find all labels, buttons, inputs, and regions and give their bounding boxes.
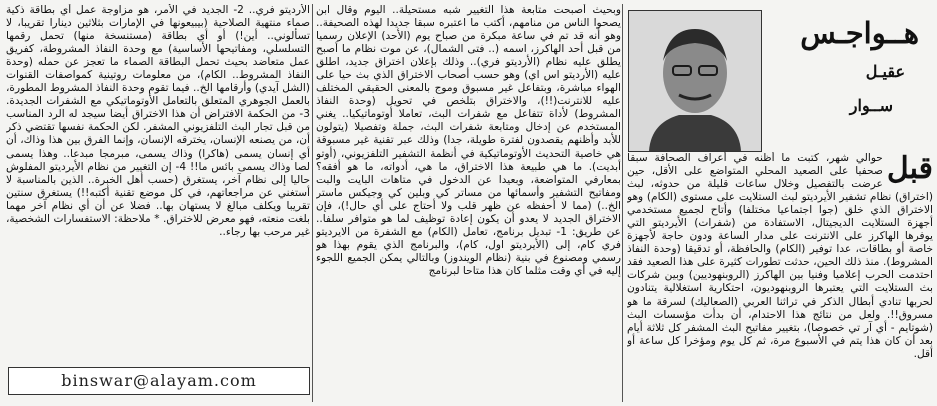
lead-word: قبل [886,152,933,186]
author-portrait-icon [629,11,761,151]
article-column-middle [316,4,621,402]
column-divider [312,4,313,402]
author-first-name: عقيـل [865,62,905,81]
author-last-name: ســوار [849,96,893,115]
left-column-text: الأرديتو فري.. 2- الجديد في الأمر، هو مزاوجة عمل أي بطاقة ذكية صماء منتهية الصلاحية (بيبيعونها في الإمارات بثلاثين دينارا تقريبا، لا تسألوني.. أين!) أو أي بطاقة (مستنسخة منها) تحمل رقمها التسلسلي، ومفاتيحها الأساسية) مع وحدة النفاذ المشروطة، كفريق عمل متعاضد بحيث تحمل البطاقة الصماء ما تعجز عن حمله (وحدة النفاذ المشروط.. الكام)، من معلومات روتينية كمواصفات القنوات (الشل آيدي) وأرقامها الخ.. فيما تقوم وحدة النفاذ المشروط المطورة، بالعمل الجوهري المتعلق بالتعامل الأوتوماتيكي مع الشفرات الجديدة. 3- من الحكمة الافتراض أن هذا الاختراق أيضا سيجد له الرد المناسب من قبل تجار البث التلفزيوني المشفر. لكن الحكمة نفسها تقتضي ذكر أن، من يصنعه الإنسان، يخترقه الإنسان، وإنما الفرق بين هذا وذاك، أن أي إنسان يسمى (هاكرا) وذاك يسمى، مبرمجا مبدعا.. وهذا يسمى لصا وذاك يسمى بائس ما!! 4- إن التغيير من نظام الأيرديتو المفلوش حاليا إلى نظام آخر، يستغرق (حسب أهل الخبرة.. الذين بالمناسبة لا أستغني عن مراجعاتهم، في كل موضع تقنية أكتبه!!) يستغرق سنتين تقريبا ويكلف مبالغ لا يستهان بها.. فضلا عن أن أي نظام آخر مهما بلغت منعته، فهو معرض للاختراق. * ملاحظة: الاستفسارات الشخصية، غير مرحب بها رجاء.. [6,4,310,238]
article-column-left [6,4,310,356]
author-email: binswar@alayam.com [8,367,310,395]
column-divider [622,4,623,402]
column-title: هــواجـس [800,16,919,50]
column-header [627,4,933,150]
middle-column-text: وبحيث أصبحت متابعة هذا التغيير شبه مستحيلة.. اليوم وقال ابن يصحوا الناس من منامهم، أكتب ما اعتبره سبقا جديدا لهذه الصحيفة.. وهو أنه قد تم في ساعة مبكرة من صباح يوم (الأحد) الإعلان رسميا من قبل أحد الهاكرز، اسمه (.. فتى الشمال)، عن موت نظام ما أصبح يطلق عليه نظام (الأرديتو فري).. وذلك بإعلان اختراق جديد، اطلق عليه (الأرديتو اس اي) وهو حسب أصحاب الاختراق الذي بث حيا على الهواء مباشرة، وبتفاعل غير مسبوق وموج بالمعنى الحقيقي المختلف عليه للانترنت(!!)، والاختراق بتلخص في تحويل (وحدة النفاذ المشروط) لأداة تتفاعل مع شفرات البث، تعاملا أوتوماتيكيا.. يغني المستخدم عن إدخال ومتابعة شفرات البث، جملة وتفصيلا (يتولون للأبد وأظنهم يقصدون لفترة طويلة، جدا) وذلك عبر تقنية غير مسبوقة هي خاصية التحديث الأوتوماتيكية في أنظمة التشفير التلفزيوني، (أوتو أبديت). ما هي طبيعة هذا الاختراق، ما هي، أدواته، ما هو أفقه؟ بمعارفي المتواضعة، وبعيدا عن الدخول في متاهات البايت والبت ومفاتيح التشفير وأسمائها من مساتر كي وبلين كي وجيكس ماستر الخ..) (مما لا أحفظه عن ظهر قلب ولا أحتاج على أي حال!)، فإن الاختراق الجديد لا يعدو أن يكون إعادة توظيف لما هو متوافر سلفا.. عن طريق: 1- تبديل برنامج، تعامل (الكام) مع الشفرة من الايرديتو فري كام، إلى (الأيرديتو اول، كام)، والبرنامج الذي يقوم بهذا هو رسمي ومصنوع في بنية (نظام الويندوز) وبالتالي يمكن الجميع اللجوء إليه في أي وقت مثلما كان هذا متاحا لبرنامج [316,4,621,277]
author-photo [628,10,762,152]
right-column-text: حوالي شهر، كتبت ما أظنه في أعراف الصحافة سبقا صحفيا على الصعيد المحلي المتواضع على الأقل، حين عرضت بالتفصيل وخلال ساعات قليلة من حدوثه، لبث (اختراق) نظام تشفير الأيرديتو لبث الستلايت على مستوى (الكام) وهو الاختراق الذي خلق (جوا اجتماعيا مختلفا) وأتاح لجميع مستخدمي أجهزة الستلايت الديجيتال، الاستفادة من (شفرات) الأيرديتو التي يوفرها الهاكرز على الانترنت على مدار الساعة ودون حاجة لأجهزة خاصة أو بطاقات، عدا توفير (الكام) والحافظة، أو تدقيقا (وحدة النفاذ المشروط). منذ ذلك الحين، حدثت تطورات كثيرة على هذا الصعيد فقد احتدمت الحرب إعلاميا وفنيا بين الهاكرز (الروبنهوديين) وبين شركات بث الستلايت التي يعتبرها الروبنهوديون، احتكارية استغلالية يتنادون لحربها تنادي أبطال الذكر في تراثنا العربي (الصعاليك) لسرقة ما هو مسروق!!. ولعل من نتائج هذا الاحتدام، أن بدأت مؤسسات البث (شوتايم - أي آر تي خصوصا)، بتغيير مفاتيح البث المشفر كل ثلاثة أيام بعد أن كان هذا يتم في الأسبوع مرة، ثم كل يوم ومؤخرا كل ساعة أو أقل. [627,152,933,360]
article-column-right [627,152,933,402]
